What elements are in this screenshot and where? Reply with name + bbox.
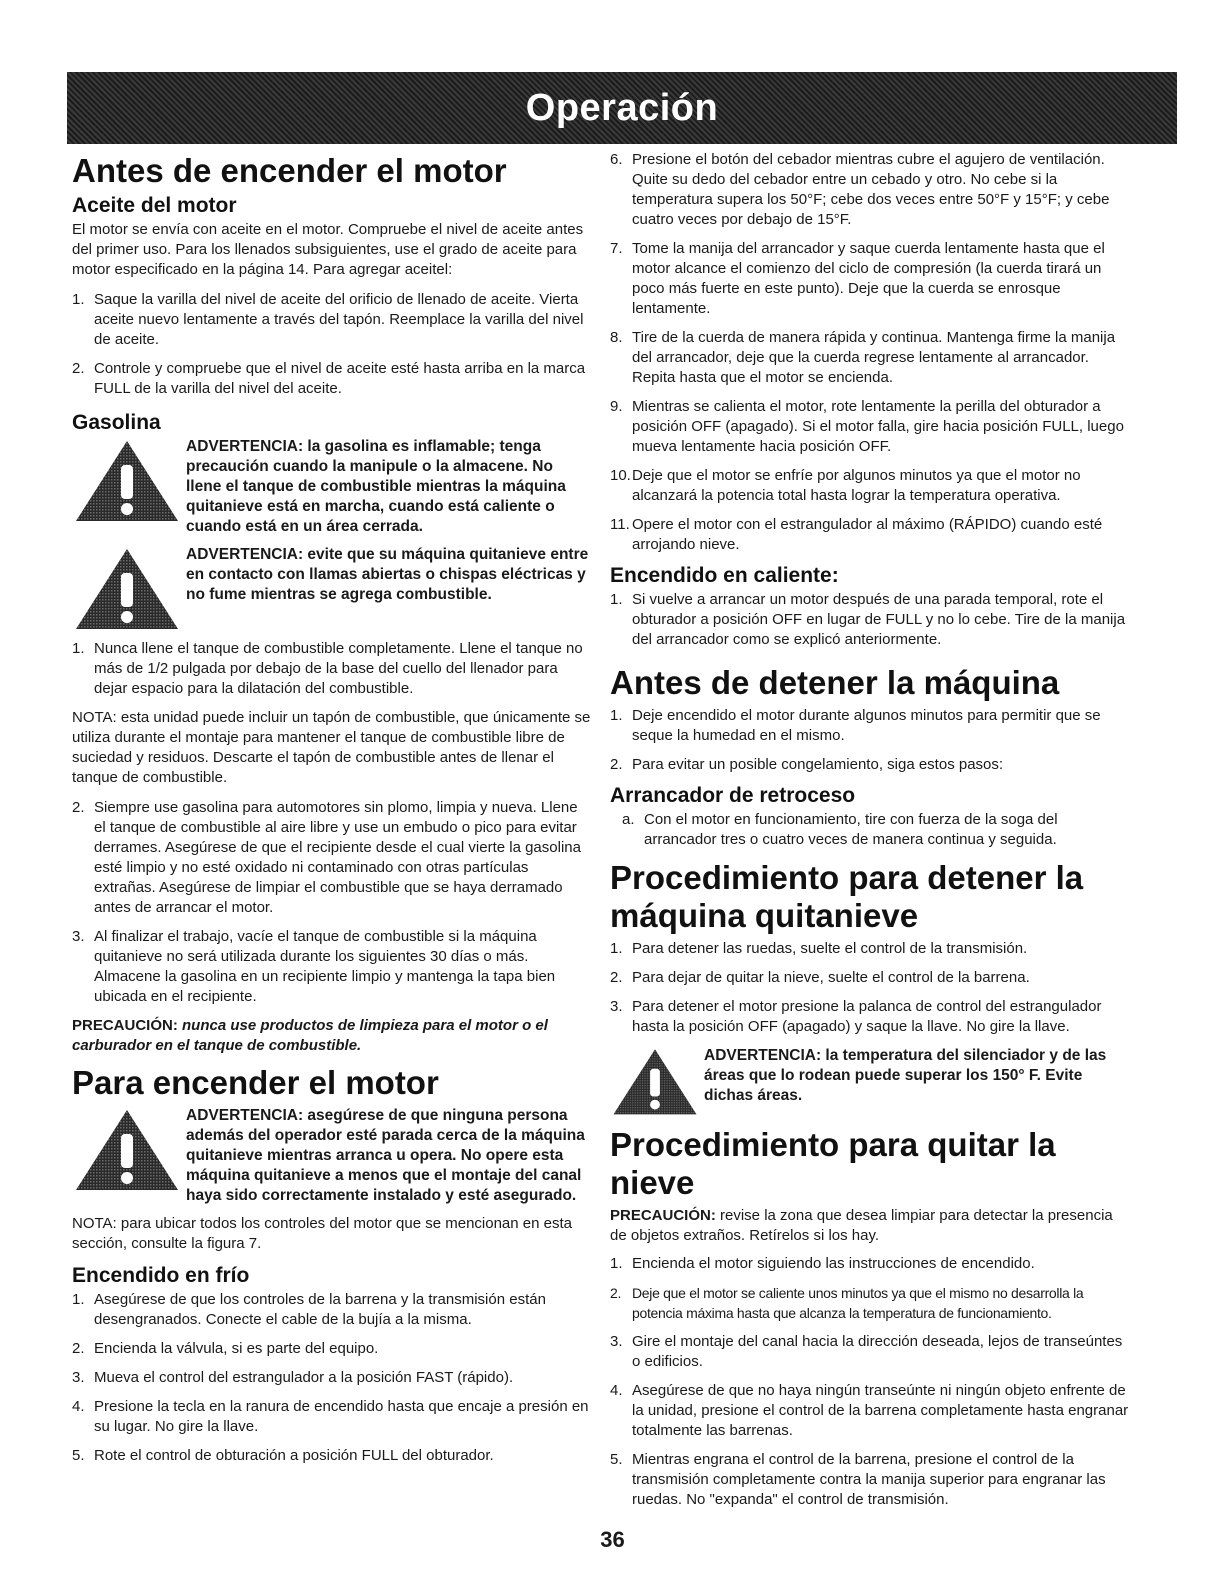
cold-start-list bbox=[72, 1290, 592, 1466]
list-item: 3. Mueva el control del estrangulador a la posición FAST (rápido). bbox=[72, 1369, 514, 1386]
oil-intro: El motor se envía con aceite en el motor. Compruebe el nivel de aceite antes del primer uso. Para los llenados subsiguientes, use el grado de aceite para motor especificado en la página 14. Para agregar aceitel: bbox=[72, 221, 584, 278]
hot-start-list bbox=[610, 590, 1130, 650]
warning-icon bbox=[610, 1046, 700, 1116]
heading-start-engine: Para encender el motor bbox=[72, 1064, 439, 1101]
list-item: 2. Controle y compruebe que el nivel de aceite esté hasta arriba en la marca FULL de la varilla del nivel del aceite. bbox=[72, 360, 586, 397]
warning-icon bbox=[72, 545, 182, 631]
list-item: 1. Saque la varilla del nivel de aceite del orificio de llenado de aceite. Vierta aceite nuevo lentamente a través del tapón. Reemplace la varilla del nivel de aceite. bbox=[72, 291, 584, 348]
heading-before-start: Antes de encender el motor bbox=[72, 152, 507, 189]
list-item: 5. Rote el control de obturación a posición FULL del obturador. bbox=[72, 1447, 494, 1464]
list-item: 1. Encienda el motor siguiendo las instrucciones de encendido. bbox=[610, 1255, 1035, 1272]
clear-list bbox=[610, 1254, 1130, 1510]
heading-clear-procedure: Procedimiento para quitar la nieve bbox=[610, 1126, 1056, 1201]
list-item: 1. Si vuelve a arrancar un motor después de una parada temporal, rote el obturador a posición OFF en lugar de FULL y no lo cebe. Tire de la manija del arrancador como se explicó anteriormente. bbox=[610, 591, 1126, 648]
list-item: 1. Asegúrese de que los controles de la barrena y la transmisión están desengranados. Conecte el cable de la bujía a la misma. bbox=[72, 1291, 546, 1328]
list-item: 1. Nunca llene el tanque de combustible completamente. Llene el tanque no más de 1/2 pulgada por debajo de la base del cuello del llenador para dejar espacio para la dilatación del combustible. bbox=[72, 640, 583, 697]
list-item: 1. Para detener las ruedas, suelte el control de la transmisión. bbox=[610, 940, 1028, 957]
heading-oil: Aceite del motor bbox=[72, 194, 237, 217]
cold-start-list-continued bbox=[610, 150, 1130, 555]
fuel-caution: PRECAUCIÓN: nunca use productos de limpieza para el motor o el carburador en el tanque de combustible. bbox=[72, 1017, 548, 1054]
list-item: 10. Deje que el motor se enfríe por algunos minutos ya que el motor no alcanzará la potencia total hasta lograr la temperatura operativa. bbox=[610, 467, 1081, 504]
stop-list bbox=[610, 939, 1130, 1037]
list-item: 1. Deje encendido el motor durante algunos minutos para permitir que se seque la humedad en el mismo. bbox=[610, 707, 1101, 744]
page-number: 36 bbox=[600, 1527, 625, 1552]
heading-hot-start: Encendido en caliente: bbox=[610, 564, 839, 587]
heading-stop-procedure: Procedimiento para detener la máquina quitanieve bbox=[610, 859, 1084, 934]
oil-list bbox=[72, 290, 592, 399]
right-column bbox=[610, 150, 1130, 1519]
start-warning: ADVERTENCIA: asegúrese de que ninguna persona además del operador esté parada cerca de la máquina quitanieve mientras arranca u opera. No opere esta máquina quitanieve a menos que el montaje del canal haya sido correctamente instalado y esté asegurado. bbox=[72, 1106, 592, 1206]
list-item: 6. Presione el botón del cebador mientras cubre el agujero de ventilación. Quite su dedo del cebador entre un cebado y otro. No cebe si la temperatura supera los 50°F; cebe dos veces entre 50°F y 15°F; y cebe cuatro veces por debajo de 15°F. bbox=[610, 151, 1110, 228]
list-item: 9. Mientras se calienta el motor, rote lentamente la perilla del obturador a posición OFF (apagado). Si el motor falla, gire hacia posición FULL, luego mueva lentamente hacia posición OFF. bbox=[610, 398, 1124, 455]
list-item: 2. Para evitar un posible congelamiento, siga estos pasos: bbox=[610, 756, 1004, 773]
gas-warning-2: ADVERTENCIA: evite que su máquina quitanieve entre en contacto con llamas abiertas o chispas eléctricas y no fume mientras se agrega combustible. bbox=[72, 545, 592, 631]
list-item: 2. Encienda la válvula, si es parte del equipo. bbox=[72, 1340, 379, 1357]
left-column bbox=[72, 152, 592, 1475]
heading-gas: Gasolina bbox=[72, 411, 161, 434]
recoil-list bbox=[622, 810, 1130, 850]
warning-icon bbox=[72, 437, 182, 523]
gas-list-2 bbox=[72, 798, 592, 1007]
list-item: 7. Tome la manija del arrancador y saque cuerda lentamente hasta que el motor alcance el comienzo del ciclo de compresión (la cuerda tirará un poco más fuerte en este punto). Deje que la cuerda se enrosque lentamente. bbox=[610, 240, 1105, 317]
list-item: 2. Para dejar de quitar la nieve, suelte el control de la barrena. bbox=[610, 969, 1030, 986]
heading-before-stop: Antes de detener la máquina bbox=[610, 664, 1060, 701]
clear-caution: PRECAUCIÓN: revise la zona que desea limpiar para detectar la presencia de objetos extraños. Retírelos si los hay. bbox=[610, 1207, 1113, 1244]
section-banner bbox=[67, 72, 1177, 144]
stop-warning: ADVERTENCIA: la temperatura del silenciador y de las áreas que lo rodean puede superar los 150° F. Evite dichas áreas. bbox=[610, 1046, 1130, 1116]
before-stop-list bbox=[610, 706, 1130, 775]
banner-title: Operación bbox=[525, 86, 719, 129]
list-item: 4. Presione la tecla en la ranura de encendido hasta que encaje a presión en su lugar. No gire la llave. bbox=[72, 1398, 589, 1435]
list-item: 3. Para detener el motor presione la palanca de control del estrangulador hasta la posición OFF (apagado) y saque la llave. No gire la llave. bbox=[610, 998, 1102, 1035]
gas-list-1 bbox=[72, 639, 592, 699]
list-item: 4. Asegúrese de que no haya ningún transeúnte ni ningún objeto enfrente de la unidad, presione el control de la barrena completamente hasta engranar totalmente las barrenas. bbox=[610, 1382, 1129, 1439]
warning-icon bbox=[72, 1106, 182, 1192]
list-item: 8. Tire de la cuerda de manera rápida y continua. Mantenga firme la manija del arrancador, deje que la cuerda regrese lentamente al arrancador. Repita hasta que el motor se encienda. bbox=[610, 329, 1116, 386]
start-note: NOTA: para ubicar todos los controles del motor que se mencionan en esta sección, consulte la figura 7. bbox=[72, 1215, 572, 1252]
list-item: 2. Siempre use gasolina para automotores sin plomo, limpia y nueva. Llene el tanque de combustible al aire libre y use un embudo o pico para evitar derrames. Asegúrese de que el recipiente desde el cual vierte la gasolina esté limpio y no esté oxidado ni contaminado con otras partículas extrañas. Asegúrese de limpiar el combustible que se haya derramado antes de arrancar el motor. bbox=[72, 799, 581, 916]
gas-note: NOTA: esta unidad puede incluir un tapón de combustible, que únicamente se utiliza durante el montaje para mantener el tanque de combustible libre de suciedad y residuos. Descarte el tapón de combustible antes de llenar el tanque de combustible. bbox=[72, 709, 591, 786]
list-item: 3. Al finalizar el trabajo, vacíe el tanque de combustible si la máquina quitanieve no será utilizada durante los siguientes 30 días o más. Almacene la gasolina en un recipiente limpio y mantenga la tapa bien ubicada en el recipiente. bbox=[72, 928, 556, 1005]
list-item: 5. Mientras engrana el control de la barrena, presione el control de la transmisión completamente contra la manija superior para engranar las ruedas. No "expanda" el control de transmisión. bbox=[610, 1451, 1106, 1508]
heading-cold-start: Encendido en frío bbox=[72, 1264, 250, 1287]
gas-warning-1: ADVERTENCIA: la gasolina es inflamable; tenga precaución cuando la manipule o la almacene. No llene el tanque de combustible mientras la máquina quitanieve está en marcha, cuando está caliente o cuando está en un área cerrada. bbox=[72, 437, 592, 537]
heading-recoil: Arrancador de retroceso bbox=[610, 784, 856, 807]
list-item: 11. Opere el motor con el estrangulador al máximo (RÁPIDO) cuando esté arrojando nieve. bbox=[610, 516, 1103, 553]
list-item: 3. Gire el montaje del canal hacia la dirección deseada, lejos de transeúntes o edificios. bbox=[610, 1333, 1123, 1370]
list-item: 2. Deje que el motor se caliente unos minutos ya que el mismo no desarrolla la potencia máxima hasta que alcanza la temperatura de funcionamiento. bbox=[610, 1285, 1084, 1321]
list-item: a. Con el motor en funcionamiento, tire con fuerza de la soga del arrancador tres o cuatro veces de manera continua y seguida. bbox=[622, 811, 1058, 848]
